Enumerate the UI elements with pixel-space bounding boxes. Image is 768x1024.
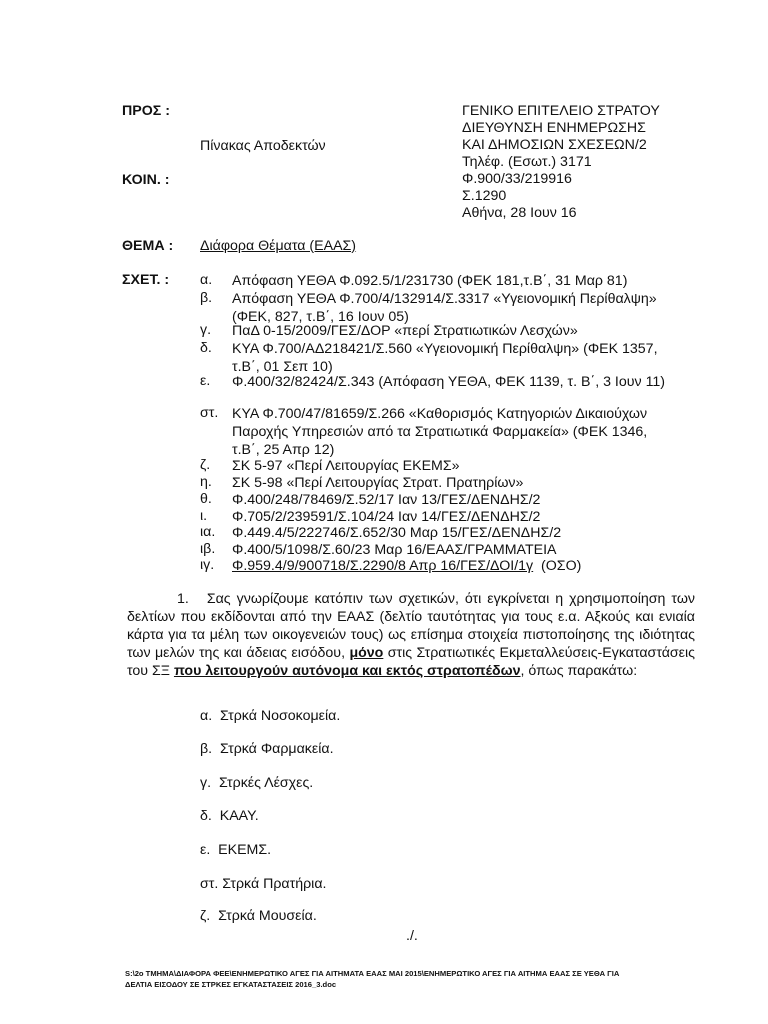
sender-line: ΔΙΕΥΘΥΝΣΗ ΕΝΗΜΕΡΩΣΗΣ xyxy=(462,120,646,136)
reference-text xyxy=(232,557,672,575)
facility-item xyxy=(200,775,313,791)
paragraph-text-end: , όπως παρακάτω: xyxy=(520,663,638,679)
facility-item xyxy=(200,808,259,824)
reference-text: Απόφαση ΥΕΘΑ Φ.092.5/1/231730 (ΦΕΚ 181,τ.Β΄, 31 Μαρ 81) xyxy=(232,273,628,289)
facility-text: Στρκά Μουσεία. xyxy=(218,908,317,924)
facility-key: γ. xyxy=(200,775,212,791)
reference-text: Φ.449.4/5/222746/Σ.652/30 Μαρ 15/ΓΕΣ/ΔΕΝΔΗΣ/2 xyxy=(232,525,562,541)
reference-text: Φ.400/5/1098/Σ.60/23 Μαρ 16/ΕΑΑΣ/ΓΡΑΜΜΑΤΕΙΑ xyxy=(232,542,557,558)
reference-key: α. xyxy=(200,272,213,288)
to-label: ΠΡΟΣ : xyxy=(122,103,170,119)
paragraph-1 xyxy=(127,590,695,680)
facility-item xyxy=(200,876,326,892)
facility-text: Στρκά Νοσοκομεία. xyxy=(220,708,341,724)
facility-key: α. xyxy=(200,708,213,724)
cc-label: ΚΟΙΝ. : xyxy=(122,172,170,188)
facility-key: ζ. xyxy=(200,908,211,924)
facility-item xyxy=(200,842,271,858)
facility-key: δ. xyxy=(200,808,212,824)
footer-file-path: S:\2ο ΤΜΗΜΑ\ΔΙΑΦΟΡΑ ΦΕΕ\ΕΝΗΜΕΡΩΤΙΚΟ ΑΓΕΣ ΓΙΑ ΑΙΤΗΜΑΤΑ ΕΑΑΣ ΜΑΙ 2015\ΕΝΗΜΕΡΩΤΙΚΟ ΑΓΕΣ ΓΙΑ ΑΙΤΗΜΑ ΕΑΑΣ ΣΕ ΥΕΘΑ ΓΙΑ ΔΕΛΤΙΑ ΕΙΣΟΔΟΥ ΣΕ ΣΤΡΚΕΣ ΕΓΚΑΤΑΣΤΑΣΕΙΣ 2016_3.doc xyxy=(125,969,620,989)
reference-key: η. xyxy=(200,474,212,490)
reference-text: ΚΥΑ Φ.700/47/81659/Σ.266 «Καθορισμός Κατηγοριών Δικαιούχων Παροχής Υπηρεσιών από τα Στρατιωτικά Φαρμακεία» (ΦΕΚ 1346, τ.Β΄, 25 Απρ 12) xyxy=(232,406,648,458)
serial-number: Σ.1290 xyxy=(462,188,507,204)
facility-text: Στρκά Πρατήρια. xyxy=(222,876,327,892)
continuation-mark: ./. xyxy=(406,928,418,944)
paragraph-emphasis-only: μόνο xyxy=(349,645,384,661)
subject-text: Διάφορα Θέματα (ΕΑΑΣ) xyxy=(200,238,357,254)
reference-key: δ. xyxy=(200,340,212,356)
reference-key: ιβ. xyxy=(200,541,216,557)
recipients: Πίνακας Αποδεκτών xyxy=(200,138,326,154)
reference-key: ζ. xyxy=(200,457,211,473)
references-label: ΣΧΕΤ. : xyxy=(122,272,170,288)
reference-key: ε. xyxy=(200,373,211,389)
reference-key: β. xyxy=(200,290,213,306)
paragraph-text-start: Σας γνωρίζουμε κατόπιν των σχετικών, ότι εγκρίνεται η χρησιμοποίηση των δελτίων που εκδίδονται από την ΕΑΑΣ (δελτίο ταυτότητας για τους ε.α. Αξκούς και ενιαία κάρτα για τα μέλη των οικογενειών τους) ως επίσημα στοιχεία πιστοποίησης της ιδιότητας των μελών της και άδειας εισόδου, xyxy=(127,591,695,661)
reference-key: στ. xyxy=(200,405,219,421)
facility-key: στ. xyxy=(200,876,219,892)
facility-item xyxy=(200,741,334,757)
facility-text: ΚΑΑΥ. xyxy=(219,808,259,824)
reference-text: Φ.705/2/239591/Σ.104/24 Ιαν 14/ΓΕΣ/ΔΕΝΔΗΣ/2 xyxy=(232,509,541,525)
reference-text: ΣΚ 5-97 «Περί Λειτουργίας ΕΚΕΜΣ» xyxy=(232,458,460,474)
sender-phone: Τηλέφ. (Εσωτ.) 3171 xyxy=(462,154,592,170)
reference-text: Φ.400/32/82424/Σ.343 (Απόφαση ΥΕΘΑ, ΦΕΚ 1139, τ. Β΄, 3 Ιουν 11) xyxy=(232,374,666,390)
subject-label: ΘΕΜΑ : xyxy=(122,238,174,254)
facility-text: Στρκά Φαρμακεία. xyxy=(220,741,334,757)
paragraph-emphasis-autonomous: που λειτουργούν αυτόνομα και εκτός στρατοπέδων xyxy=(173,663,521,679)
facility-key: β. xyxy=(200,741,213,757)
reference-suffix: (ΟΣΟ) xyxy=(541,558,582,574)
facility-item xyxy=(200,708,340,724)
paragraph-number: 1. xyxy=(177,591,189,607)
reference-key: θ. xyxy=(200,491,212,507)
reference-text: Απόφαση ΥΕΘΑ Φ.700/4/132914/Σ.3317 «Υγειονομική Περίθαλψη» (ΦΕΚ, 827, τ.Β΄, 16 Ιουν 05) xyxy=(232,291,657,325)
reference-key: ιγ. xyxy=(200,557,215,573)
reference-key: ι. xyxy=(200,508,208,524)
reference-link-text: Φ.959.4/9/900718/Σ.2290/8 Απρ 16/ΓΕΣ/ΔΟΙ/1γ xyxy=(232,558,534,574)
facility-item xyxy=(200,908,317,924)
reference-text: ΠαΔ 0-15/2009/ΓΕΣ/ΔΟΡ «περί Στρατιωτικών Λεσχών» xyxy=(232,323,578,339)
facility-text: ΕΚΕΜΣ. xyxy=(218,842,272,858)
reference-key: γ. xyxy=(200,322,212,338)
file-number: Φ.900/33/219916 xyxy=(462,171,572,187)
facility-text: Στρκές Λέσχες. xyxy=(218,775,314,791)
reference-text: ΚΥΑ Φ.700/ΑΔ218421/Σ.560 «Υγειονομική Περίθαλψη» (ΦΕΚ 1357, τ.Β΄, 01 Σεπ 10) xyxy=(232,341,658,375)
reference-key: ια. xyxy=(200,524,216,540)
paragraph-text-mid: στις Στρατιωτικές Εκμεταλλεύσεις-Εγκαταστάσεις του ΣΞ xyxy=(127,645,695,679)
reference-text: ΣΚ 5-98 «Περί Λειτουργίας Στρατ. Πρατηρίων» xyxy=(232,475,524,491)
sender-line: ΚΑΙ ΔΗΜΟΣΙΩΝ ΣΧΕΣΕΩΝ/2 xyxy=(462,137,647,153)
document-date: Αθήνα, 28 Ιουν 16 xyxy=(462,205,577,221)
reference-text: Φ.400/248/78469/Σ.52/17 Ιαν 13/ΓΕΣ/ΔΕΝΔΗΣ/2 xyxy=(232,492,541,508)
facility-key: ε. xyxy=(200,842,211,858)
sender-line: ΓΕΝΙΚΟ ΕΠΙΤΕΛΕΙΟ ΣΤΡΑΤΟΥ xyxy=(462,103,660,119)
